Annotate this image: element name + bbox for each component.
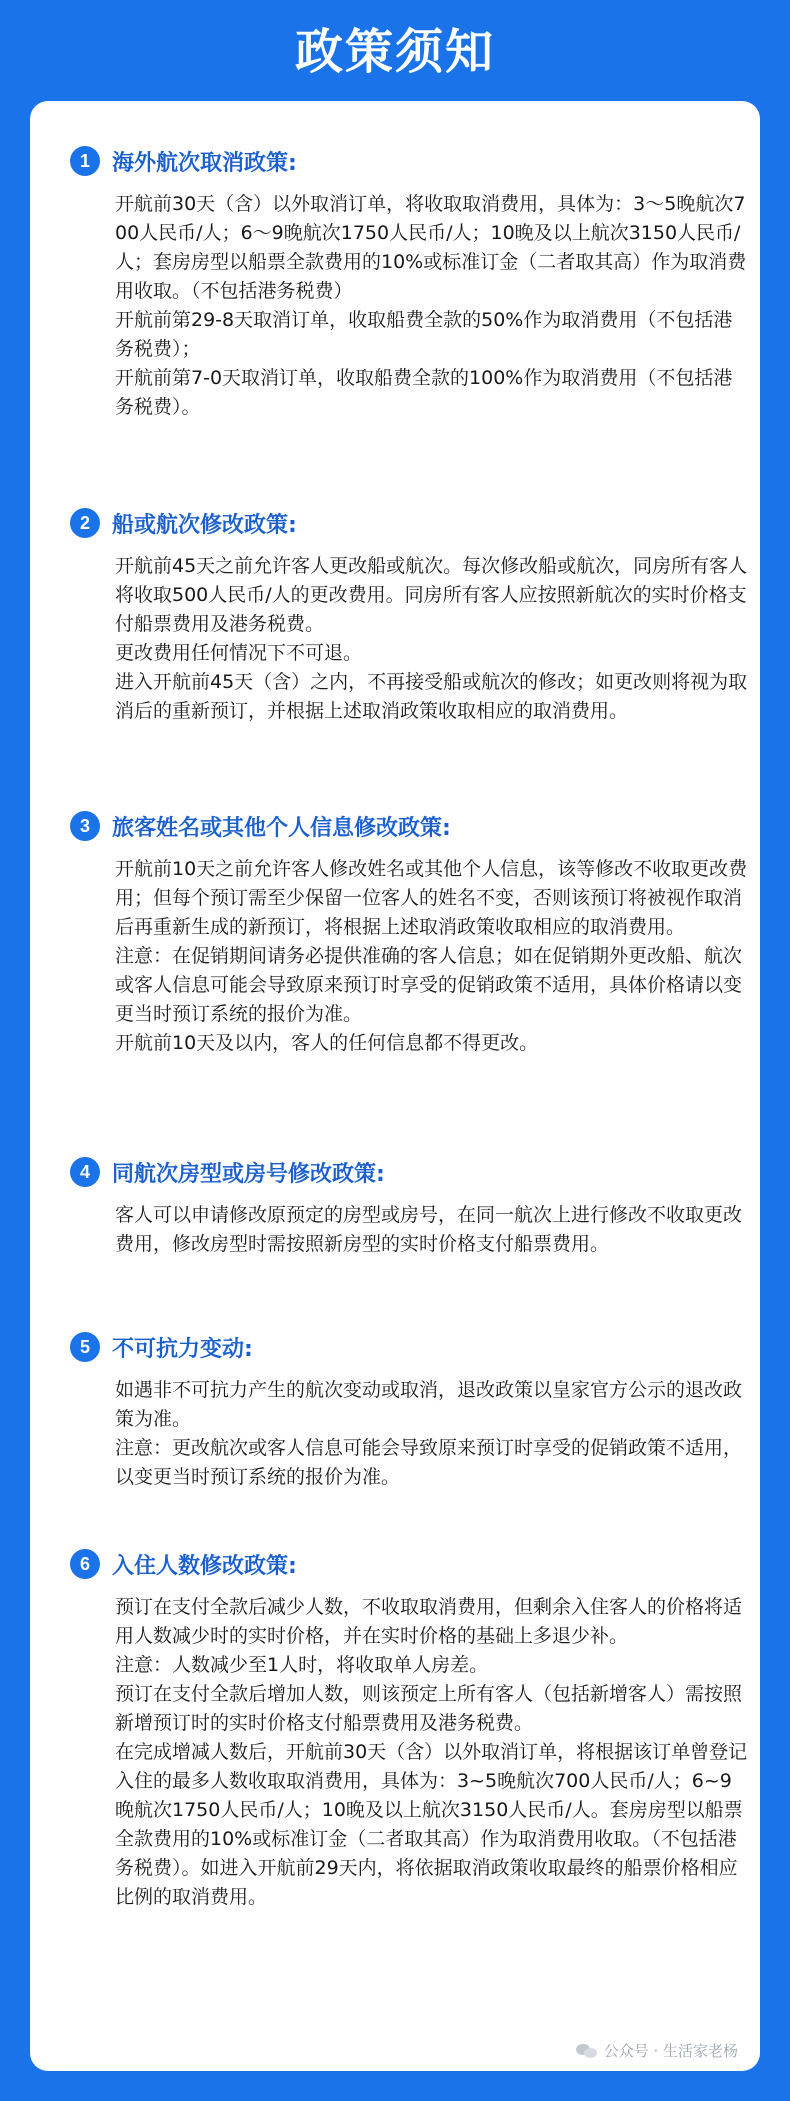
policy-card xyxy=(30,101,760,2071)
paragraph: 注意：更改航次或客人信息可能会导致原来预订时享受的促销政策不适用，以变更当时预订系统的报价为准。 xyxy=(115,1437,743,1488)
section-title: 入住人数修改政策: xyxy=(112,1553,297,1579)
section-title: 海外航次取消政策: xyxy=(112,150,297,176)
paragraph: 预订在支付全款后减少人数，不收取取消费用，但剩余入住客人的价格将适用人数减少时的实时价格，并在实时价格的基础上多退少补。 xyxy=(115,1596,743,1647)
section-body xyxy=(115,552,750,726)
section-header xyxy=(70,506,750,540)
section-title: 旅客姓名或其他个人信息修改政策: xyxy=(112,815,451,841)
section-header xyxy=(70,144,750,178)
section-title: 不可抗力变动: xyxy=(112,1336,253,1362)
section-body xyxy=(115,1593,750,1912)
section-room-change xyxy=(70,1155,750,1259)
section-header xyxy=(70,1547,750,1581)
section-header xyxy=(70,1155,750,1189)
paragraph: 客人可以申请修改原预定的房型或房号，在同一航次上进行修改不收取更改费用，修改房型时需按照新房型的实时价格支付船票费用。 xyxy=(115,1204,743,1255)
paragraph: 注意：人数减少至1人时，将收取单人房差。 xyxy=(115,1654,489,1676)
section-number-badge: 4 xyxy=(70,1157,100,1187)
paragraph: 更改费用任何情况下不可退。 xyxy=(115,642,363,664)
section-cancellation xyxy=(70,144,750,422)
paragraph: 进入开航前45天（含）之内，不再接受船或航次的修改；如更改则将视为取消后的重新预订，并根据上述取消政策收取相应的取消费用。 xyxy=(115,671,748,722)
paragraph: 预订在支付全款后增加人数，则该预定上所有客人（包括新增客人）需按照新增预订时的实时价格支付船票费用及港务税费。 xyxy=(115,1683,743,1734)
section-ship-change xyxy=(70,506,750,726)
paragraph: 开航前10天及以内，客人的任何信息都不得更改。 xyxy=(115,1032,539,1054)
section-passenger-info xyxy=(70,809,750,1058)
page-title: 政策须知 xyxy=(294,24,495,80)
section-body xyxy=(115,855,750,1058)
section-number-badge: 1 xyxy=(70,146,100,176)
paragraph: 开航前第7-0天取消订单，收取船费全款的100%作为取消费用（不包括港务税费）。 xyxy=(115,367,733,418)
section-occupancy-change xyxy=(70,1547,750,1912)
section-body xyxy=(115,1376,750,1492)
section-header xyxy=(70,1330,750,1364)
paragraph: 开航前10天之前允许客人修改姓名或其他个人信息，该等修改不收取更改费用；但每个预订需至少保留一位客人的姓名不变，否则该预订将被视作取消后再重新生成的新预订，将根据上述取消政策收取相应的取消费用。 xyxy=(115,858,748,938)
section-number-badge: 6 xyxy=(70,1549,100,1579)
paragraph: 开航前第29-8天取消订单，收取船费全款的50%作为取消费用（不包括港务税费）； xyxy=(115,309,733,360)
section-number-badge: 5 xyxy=(70,1332,100,1362)
section-body xyxy=(115,1201,750,1259)
section-number-badge: 2 xyxy=(70,508,100,538)
paragraph: 开航前30天（含）以外取消订单，将收取取消费用，具体为：3～5晚航次700人民币/人；6～9晚航次1750人民币/人；10晚及以上航次3150人民币/人；套房房型以船票全款费用的10%或标准订金（二者取其高）作为取消费用收取。（不包括港务税费） xyxy=(115,193,747,302)
section-header xyxy=(70,809,750,843)
section-body xyxy=(115,190,750,422)
section-force-majeure xyxy=(70,1330,750,1492)
paragraph: 如遇非不可抗力产生的航次变动或取消，退改政策以皇家官方公示的退改政策为准。 xyxy=(115,1379,743,1430)
paragraph: 注意：在促销期间请务必提供准确的客人信息；如在促销期外更改船、航次或客人信息可能会导致原来预订时享受的促销政策不适用，具体价格请以变更当时预订系统的报价为准。 xyxy=(115,945,743,1025)
paragraph: 在完成增减人数后，开航前30天（含）以外取消订单，将根据该订单曾登记入住的最多人数收取取消费用，具体为：3~5晚航次700人民币/人；6~9晚航次1750人民币/人；10晚及以上航次3150人民币/人。套房房型以船票全款费用的10%或标准订金（二者取其高）作为取消费用收取。（不包括港务税费）。如进入开航前29天内，将依据取消政策收取最终的船票价格相应比例的取消费用。 xyxy=(115,1741,748,1908)
section-number-badge: 3 xyxy=(70,811,100,841)
section-title: 同航次房型或房号修改政策: xyxy=(112,1161,385,1187)
watermark xyxy=(576,2040,738,2061)
wechat-icon xyxy=(576,2042,598,2060)
paragraph: 开航前45天之前允许客人更改船或航次。每次修改船或航次，同房所有客人将收取500人民币/人的更改费用。同房所有客人应按照新航次的实时价格支付船票费用及港务税费。 xyxy=(115,555,748,635)
section-title: 船或航次修改政策: xyxy=(112,512,297,538)
watermark-text: 公众号 · 生活家老杨 xyxy=(603,2042,738,2060)
